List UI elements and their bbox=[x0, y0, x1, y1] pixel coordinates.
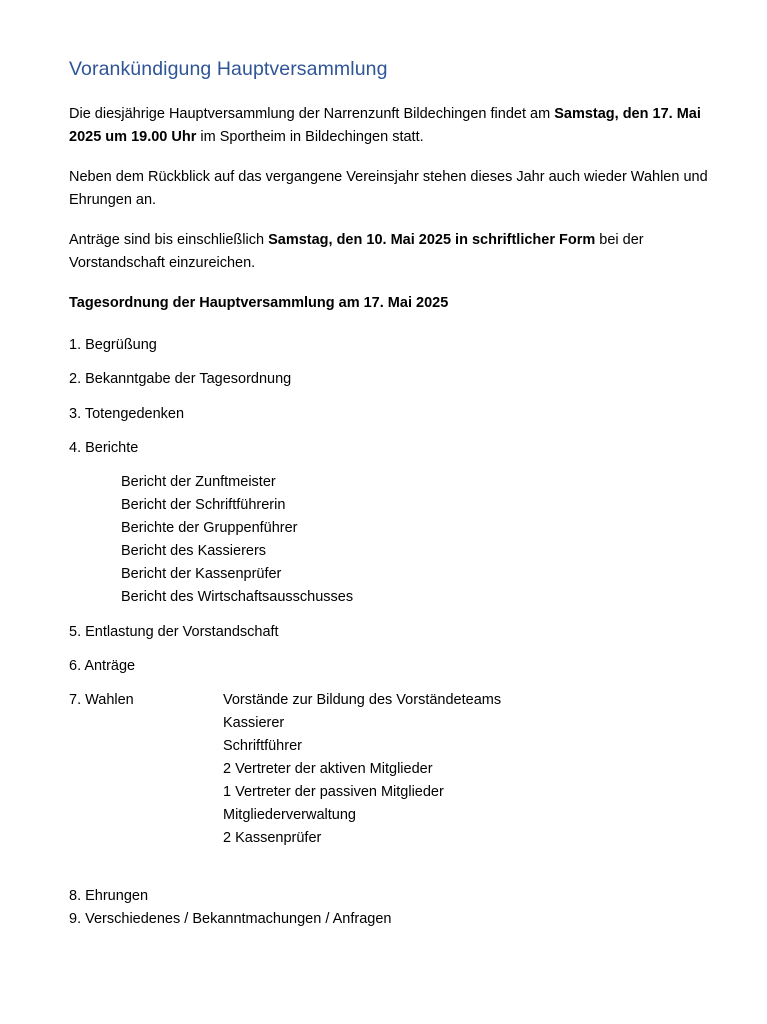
report-item: Berichte der Gruppenführer bbox=[121, 520, 298, 536]
election-item: Kassierer bbox=[223, 715, 285, 731]
agenda-item-3: 3. Totengedenken bbox=[69, 406, 185, 422]
election-item: 1 Vertreter der passiven Mitglieder bbox=[223, 784, 444, 800]
election-item: 2 Kassenprüfer bbox=[223, 830, 322, 846]
reports-list bbox=[121, 471, 353, 609]
report-item: Bericht des Wirtschaftsausschusses bbox=[121, 589, 354, 605]
motions-deadline: Samstag, den 10. Mai 2025 in schriftlicher Form bbox=[268, 232, 596, 248]
intro-date: Samstag, den 17. Mai 2025 um 19.00 Uhr bbox=[69, 106, 701, 145]
agenda-item-5: 5. Entlastung der Vorstandschaft bbox=[69, 624, 279, 640]
report-item: Bericht der Zunftmeister bbox=[121, 474, 276, 490]
election-item: Schriftführer bbox=[223, 738, 302, 754]
intro-text-start: Die diesjährige Hauptversammlung der Narrenzunft Bildechingen findet am bbox=[69, 106, 555, 122]
election-item: Mitgliederverwaltung bbox=[223, 807, 356, 823]
election-item: Vorstände zur Bildung des Vorständeteams bbox=[223, 692, 502, 708]
report-item: Bericht des Kassierers bbox=[121, 543, 267, 559]
review-paragraph: Neben dem Rückblick auf das vergangene Vereinsjahr stehen dieses Jahr auch wieder Wahlen und Ehrungen an. bbox=[69, 169, 708, 208]
motions-text-start: Anträge sind bis einschließlich bbox=[69, 232, 269, 248]
document-title: Vorankündigung Hauptversammlung bbox=[69, 58, 388, 80]
motions-text-end: bei der Vorstandschaft einzureichen. bbox=[69, 232, 644, 271]
agenda-item-4: 4. Berichte bbox=[69, 440, 139, 456]
agenda-item-7: 7. Wahlen bbox=[69, 692, 134, 708]
elections-list bbox=[223, 689, 501, 850]
report-item: Bericht der Kassenprüfer bbox=[121, 566, 282, 582]
agenda-item-1: 1. Begrüßung bbox=[69, 337, 157, 353]
report-item: Bericht der Schriftführerin bbox=[121, 497, 286, 513]
motions-paragraph bbox=[69, 229, 709, 275]
intro-text-end: im Sportheim in Bildechingen statt. bbox=[196, 129, 424, 145]
agenda-heading: Tagesordnung der Hauptversammlung am 17. Mai 2025 bbox=[69, 295, 449, 311]
intro-paragraph bbox=[69, 103, 709, 149]
election-item: 2 Vertreter der aktiven Mitglieder bbox=[223, 761, 433, 777]
agenda-item-2: 2. Bekanntgabe der Tagesordnung bbox=[69, 371, 292, 387]
agenda-item-6: 6. Anträge bbox=[69, 658, 136, 674]
agenda-item-9: 9. Verschiedenes / Bekanntmachungen / Anfragen bbox=[69, 911, 392, 927]
agenda-item-8: 8. Ehrungen bbox=[69, 888, 149, 904]
